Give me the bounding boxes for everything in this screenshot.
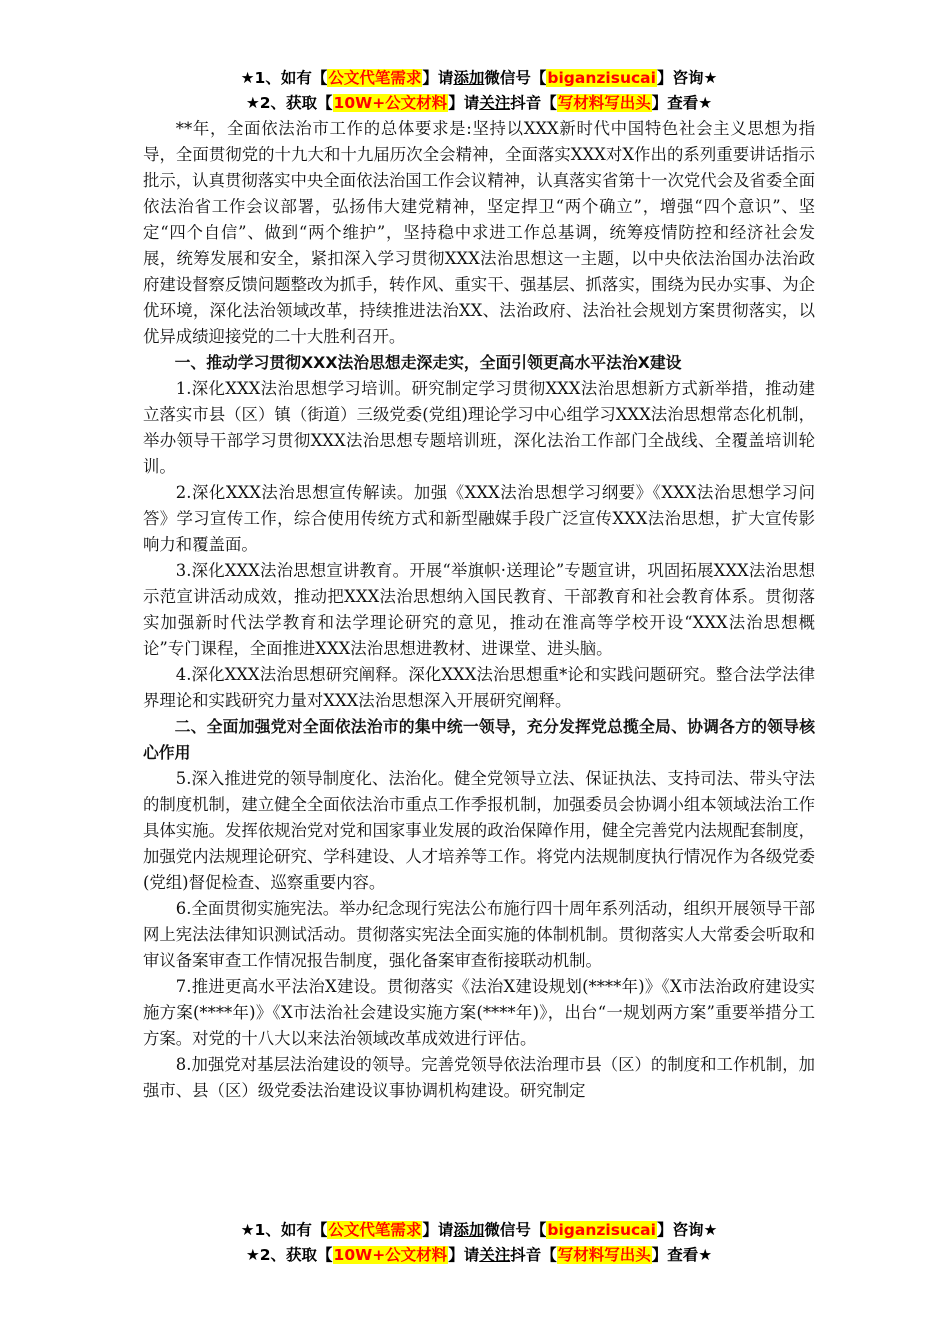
item-paragraph-4: 4.深化XXX法治思想研究阐释。深化XXX法治思想重*论和实践问题研究。整合法学法律界理论和实践研究力量对XXX法治思想深入开展研究阐释。 [143,665,815,710]
banner-text: ★2、获取【 [245,1246,333,1264]
banner-text: 微信号【 [484,69,547,87]
banner-text: 】咨询★ [656,69,718,87]
banner-underline: 关注 [479,1246,511,1264]
promo-banner-line-1 [143,66,815,91]
banner-text: 】请 [448,94,480,112]
item-paragraph-3: 3.深化XXX法治思想宣讲教育。开展“举旗帜·送理论”专题宣讲，巩固拓展XXX法治思想示范宣讲活动成效，推动把XXX法治思想纳入国民教育、干部教育和社会教育体系。贯彻落实加强新时代法学教育和法学理论研究的意见，推动在淮高等学校开设“XXX法治思想概论”专门课程，全面推进XXX法治思想进教材、进课堂、进头脑。 [143,561,815,658]
item-paragraph-7: 7.推进更高水平法治X建设。贯彻落实《法治X建设规划(****年)》《X市法治政府建设实施方案(****年)》《X市法治社会建设实施方案(****年)》，出台“一规划两方案”重要举措分工方案。对党的十八大以来法治领域改革成效进行评估。 [143,977,815,1048]
banner-text: 抖音【 [510,94,557,112]
footer-banner [143,1218,815,1268]
banner-text: 微信号【 [484,1221,547,1239]
banner-text: 】请 [448,1246,480,1264]
banner-text: 抖音【 [510,1246,557,1264]
banner-highlight: 写材料写出头 [557,1246,651,1264]
section-heading-1: 一、推动学习贯彻XXX法治思想走深走实，全面引领更高水平法治X建设 [174,353,682,372]
banner-highlight: 写材料写出头 [557,94,651,112]
banner-highlight: biganzisucai [547,69,656,87]
banner-highlight: biganzisucai [547,1221,656,1239]
banner-highlight: 公文代笔需求 [328,69,422,87]
banner-text: 】请 [422,1221,454,1239]
item-paragraph-1: 1.深化XXX法治思想学习培训。研究制定学习贯彻XXX法治思想新方式新举措，推动建立落实市县（区）镇（街道）三级党委(党组)理论学习中心组学习XXX法治思想常态化机制，举办领导干部学习贯彻XXX法治思想专题培训班，深化法治工作部门全战线、全覆盖培训轮训。 [143,379,815,476]
promo-banner-line-2 [143,1243,815,1268]
item-paragraph-5: 5.深入推进党的领导制度化、法治化。健全党领导立法、保证执法、支持司法、带头守法的制度机制，建立健全全面依法治市重点工作季报机制，加强委员会协调小组本领域法治工作具体实施。发挥依规治党对党和国家事业发展的政治保障作用，健全完善党内法规配套制度，加强党内法规理论研究、学科建设、人才培养等工作。将党内法规制度执行情况作为各级党委(党组)督促检查、巡察重要内容。 [143,769,816,892]
item-paragraph-8: 8.加强党对基层法治建设的领导。完善党领导依法治理市县（区）的制度和工作机制，加强市、县（区）级党委法治建设议事协调机构建设。研究制定 [143,1055,815,1100]
banner-text: 】查看★ [651,94,713,112]
item-paragraph-2: 2.深化XXX法治思想宣传解读。加强《XXX法治思想学习纲要》《XXX法治思想学习问答》学习宣传工作，综合使用传统方式和新型融媒手段广泛宣传XXX法治思想，扩大宣传影响力和覆盖面。 [143,483,815,554]
banner-underline: 添加 [453,1221,485,1239]
banner-highlight: 公文代笔需求 [328,1221,422,1239]
banner-text: 】查看★ [651,1246,713,1264]
intro-paragraph: **年，全面依法治市工作的总体要求是:坚持以XXX新时代中国特色社会主义思想为指导，全面贯彻党的十九大和十九届历次全会精神，全面落实XXX对X作出的系列重要讲话指示批示，认真贯彻落实中央全面依法治国工作会议精神，认真落实省第十一次党代会及省委全面依法治省工作会议部署，弘扬伟大建党精神，坚定捍卫“两个确立”，增强“四个意识”、坚定“四个自信”、做到“两个维护”，坚持稳中求进工作总基调，统筹疫情防控和经济社会发展，统筹发展和安全，紧扣深入学习贯彻XXX法治思想这一主题，以中央依法治国办法治政府建设督察反馈问题整改为抓手，转作风、重实干、强基层、抓落实，围绕为民办实事、为企优环境，深化法治领域改革，持续推进法治XX、法治政府、法治社会规划方案贯彻落实，以优异成绩迎接党的二十大胜利召开。 [143,119,816,346]
banner-underline: 添加 [453,69,485,87]
document-page [143,66,815,1104]
item-paragraph-6: 6.全面贯彻实施宪法。举办纪念现行宪法公布施行四十周年系列活动，组织开展领导干部网上宪法法律知识测试活动。贯彻落实宪法全面实施的体制机制。贯彻落实人大常委会听取和审议备案审查工作情况报告制度，强化备案审查衔接联动机制。 [143,899,816,970]
banner-text: ★2、获取【 [245,94,333,112]
banner-underline: 关注 [479,94,511,112]
banner-text: 】咨询★ [656,1221,718,1239]
promo-banner-line-2 [143,91,815,116]
promo-banner-line-1 [143,1218,815,1243]
banner-text: ★1、如有【 [240,69,328,87]
section-heading-2: 二、全面加强党对全面依法治市的集中统一领导，充分发挥党总揽全局、协调各方的领导核心作用 [143,717,815,762]
banner-highlight: 10W+公文材料 [333,94,448,112]
banner-text: ★1、如有【 [240,1221,328,1239]
banner-text: 】请 [422,69,454,87]
banner-highlight: 10W+公文材料 [333,1246,448,1264]
